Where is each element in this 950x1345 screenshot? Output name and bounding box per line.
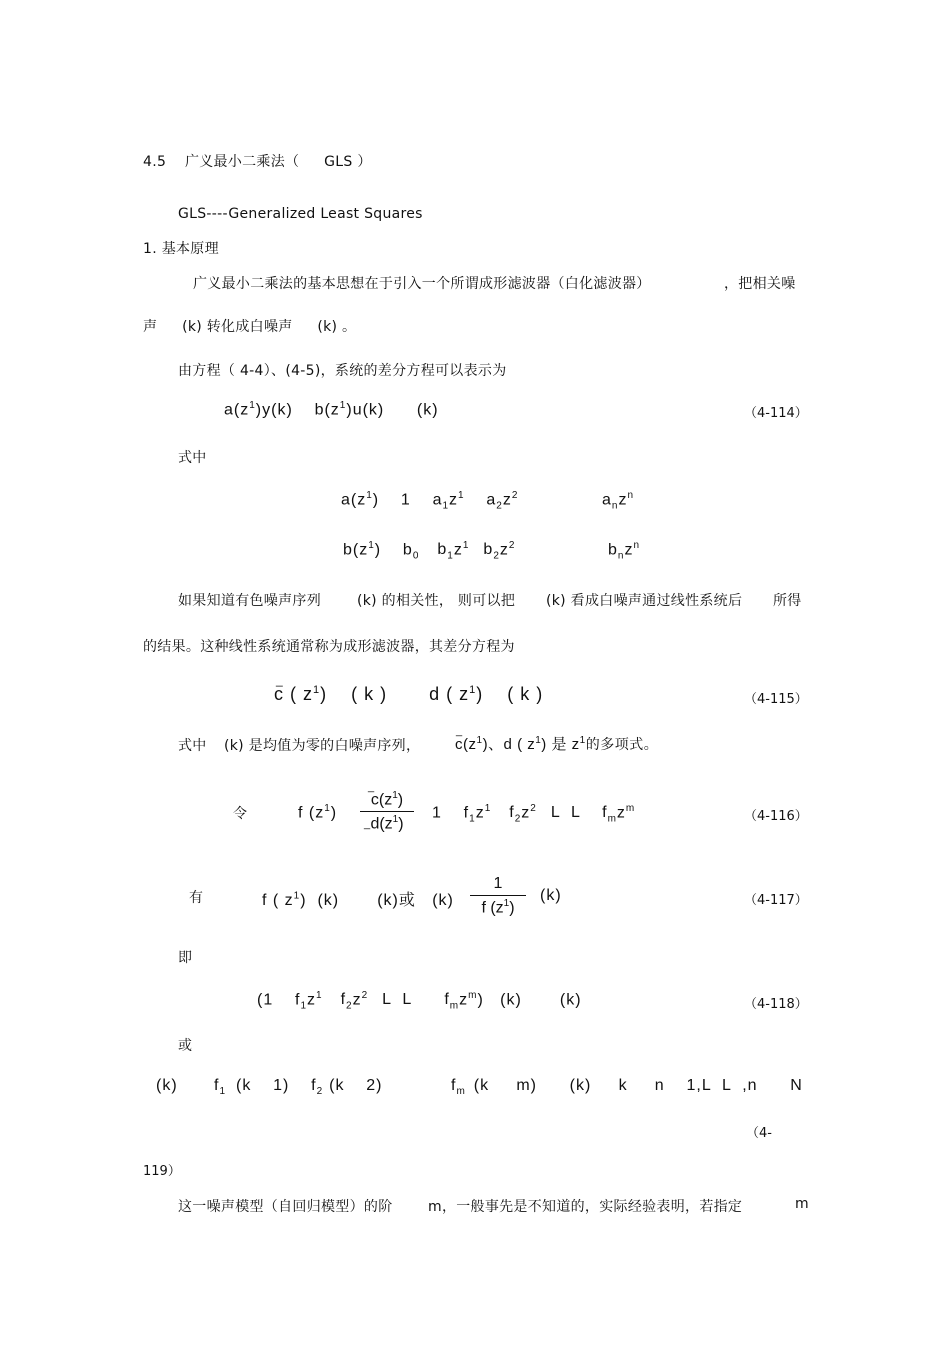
eq116-num-sup: 1 [392, 790, 398, 801]
where2-d: )、d ( z [482, 736, 536, 753]
eq114-sup1: 1 [249, 400, 256, 411]
section-title: 广义最小二乘法（ [184, 154, 300, 170]
poly-a-p6: a [602, 491, 612, 509]
poly-b-sup2: 1 [462, 540, 470, 551]
para4-b: m，一般事先是不知道的，实际经验表明，若指定 [428, 1199, 743, 1215]
eq117-den: f (z [481, 899, 504, 917]
para3-c: (k) 看成白噪声通过线性系统后 [546, 593, 743, 609]
where2-math [455, 733, 658, 754]
where2-f: 的多项式。 [585, 737, 659, 753]
eq118-sup1: 1 [316, 990, 323, 1001]
eq116-sup2: 1 [484, 803, 492, 814]
eq116-rhs1: 1 f [432, 804, 470, 822]
eq116-den2: ) [398, 815, 404, 833]
para1-line1-tail: ，把相关噪 [724, 276, 796, 292]
eq118-sub1: 1 [300, 1000, 308, 1012]
where2-sup1: 1 [476, 735, 483, 746]
eq117-sup1: 1 [293, 890, 301, 902]
eq115-number: （4-115） [744, 692, 808, 707]
eq115-mid: ) ( k ) d ( z [320, 684, 470, 704]
poly-a-p3: z [449, 491, 459, 509]
poly-a-p1: a(z [341, 491, 367, 509]
eq116-rhs3: f [509, 804, 515, 822]
eq116-ling: 令 [233, 806, 248, 822]
eq116-den-overbar: _ [364, 818, 372, 830]
poly-b-p3: b [437, 541, 448, 559]
polynomial-b [343, 540, 515, 562]
section-heading [143, 151, 372, 171]
para4-a: 这一噪声模型（自回归模型）的阶 [178, 1199, 393, 1215]
eq116-rhs5: L L f [550, 804, 608, 822]
polynomial-a [341, 490, 518, 512]
polynomial-b-last [608, 540, 640, 562]
eq119-b: f [214, 1077, 220, 1094]
poly-a-sub1: 1 [442, 500, 450, 512]
eq117-rhs: (k) [540, 887, 562, 904]
para3-line2: 的结果。这种线性系统通常称为成形滤波器，其差分方程为 [143, 639, 515, 655]
para3-a: 如果知道有色噪声序列 [178, 593, 321, 609]
eq117-fraction [470, 875, 526, 917]
eq119-e: f [451, 1077, 457, 1094]
eq119-sub2: 2 [316, 1086, 324, 1098]
eq116-lhs [298, 803, 337, 822]
eq117-lhs [262, 887, 454, 910]
eq118-a: (1 f [257, 991, 301, 1009]
eq114-rhs: )u(k) (k) [346, 401, 439, 419]
eq116-num2: ) [397, 791, 404, 809]
eq117-denominator [470, 898, 526, 917]
eq119-c: (k 1) f [236, 1077, 317, 1094]
eq119-d: (k 2) [329, 1077, 383, 1094]
eq118-sub3: m [449, 1000, 460, 1012]
subtitle: GLS----Generalized Least Squares [178, 206, 423, 222]
eq117-numerator: 1 [493, 875, 503, 892]
para1-line2-a: 声 [143, 319, 158, 335]
eq116-lhs-b: ) [330, 804, 338, 822]
eq119-number-b: 119） [143, 1164, 181, 1179]
eq114-lhs: a(z [224, 401, 250, 419]
eq118-d: z [352, 991, 362, 1009]
eq116-num: c(z [370, 791, 393, 809]
poly-a-sup2: 1 [458, 490, 465, 501]
eq115-sup2: 1 [469, 684, 477, 696]
poly-a-sub2: 2 [496, 500, 503, 512]
eq115-sup1: 1 [313, 684, 321, 696]
poly-b-sup4: n [633, 540, 641, 551]
poly-a-sub3: n [611, 500, 619, 512]
eq118-c: f [340, 991, 347, 1009]
para3-d: 所得 [773, 593, 802, 609]
where2-c: c(z [455, 736, 477, 753]
eq119-a: (k) [156, 1077, 178, 1094]
where2-e: ) 是 z [541, 736, 580, 753]
eq118-number: （4-118） [744, 997, 808, 1012]
huo-label: 或 [178, 1038, 193, 1054]
eq116-rhs6: z [616, 804, 626, 822]
eq116-sub2: 2 [514, 813, 522, 825]
poly-a-p5: z [502, 491, 512, 509]
eq116-sup3: 2 [530, 803, 537, 814]
eq116-number: （4-116） [744, 809, 808, 824]
poly-a-sup3: 2 [511, 490, 519, 501]
heading-basic-principle: 1. 基本原理 [143, 241, 219, 257]
eq114-mid: )y(k) b(z [255, 401, 340, 419]
poly-a-p7: z [618, 491, 628, 509]
ji-label: 即 [178, 950, 193, 966]
poly-b-sub2: 2 [493, 550, 500, 562]
eq119-sub1: 1 [219, 1086, 227, 1098]
eq115-rhs: ) ( k ) [476, 684, 544, 704]
poly-b-p5: b [483, 541, 494, 559]
eq118-sup2: 2 [361, 990, 369, 1001]
where2-overbar: _ [456, 725, 464, 737]
equation-4-115 [274, 684, 543, 705]
eq117-you: 有 [189, 890, 204, 906]
eq116-rhs2: z [475, 804, 485, 822]
section-abbr: GLS [324, 154, 353, 170]
eq116-rhs4: z [521, 804, 531, 822]
poly-b-p8: z [624, 541, 634, 559]
eq117-fraction-bar [470, 895, 526, 896]
eq116-sub3: m [607, 813, 617, 825]
eq114-sup2: 1 [339, 400, 347, 411]
eq118-b: z [307, 991, 317, 1009]
eq116-sup4: m [625, 803, 636, 814]
poly-b-p4: z [453, 541, 463, 559]
eq116-denominator [360, 814, 414, 833]
polynomial-a-last [602, 490, 634, 512]
eq119-sub3: m [456, 1086, 466, 1098]
eq118-e: L L f [382, 991, 450, 1009]
eq116-den-sup: 1 [392, 814, 399, 826]
eq119-f: (k m) (k) k n 1,L L ,n N [473, 1077, 803, 1094]
eq116-sup1: 1 [324, 803, 331, 814]
where2-sup3: 1 [579, 735, 586, 746]
eq116-fraction-bar [360, 811, 414, 812]
eq117-mid: ) (k) (k)或 (k) [300, 892, 454, 909]
equation-4-114 [224, 400, 439, 419]
eq116-fraction [360, 790, 414, 834]
eq116-sub1: 1 [469, 813, 476, 825]
eq114-number: （4-114） [744, 406, 808, 421]
section-number: 4.5 [143, 154, 167, 170]
where-label-1: 式中 [178, 450, 207, 466]
eq119-mid [214, 1077, 382, 1097]
para4-c: m [795, 1196, 809, 1212]
poly-a-sup4: n [627, 490, 635, 501]
poly-b-p1: b(z [343, 541, 369, 559]
poly-b-p6: z [499, 541, 509, 559]
eq115-overbar: _ [276, 673, 284, 687]
poly-a-sup1: 1 [366, 490, 373, 501]
eq116-numerator [360, 790, 414, 809]
poly-b-sub1: 1 [447, 550, 454, 562]
eq119-rhs [451, 1077, 803, 1097]
poly-b-sub0: 0 [412, 550, 420, 562]
eq117-den-sup: 1 [503, 898, 510, 909]
poly-b-p2: ) b [374, 541, 413, 559]
where2-b: (k) 是均值为零的白噪声序列， [224, 738, 421, 754]
poly-a-p4: a [464, 491, 497, 509]
eq116-num-overbar: _ [368, 781, 376, 793]
eq116-rhs [432, 803, 635, 825]
eq116-lhs-a: f (z [298, 804, 325, 822]
para1-line1: 广义最小二乘法的基本思想在于引入一个所谓成形滤波器（白化滤波器） [193, 276, 651, 292]
eq118-f: z [459, 991, 469, 1009]
para1-line2-c: (k) 。 [317, 319, 357, 335]
eq118-sub2: 2 [346, 1000, 353, 1012]
eq119-number-a: （4- [746, 1126, 772, 1141]
para1-line2 [143, 316, 356, 336]
eq118-g: ) (k) (k) [477, 991, 582, 1009]
equation-4-118 [257, 990, 582, 1012]
eq117-number: （4-117） [744, 893, 808, 908]
poly-b-p7: b [608, 541, 618, 559]
poly-b-sup3: 2 [508, 540, 516, 551]
eq115-lhs: c ( z [274, 684, 313, 704]
poly-a-p2: ) 1 a [372, 491, 443, 509]
eq117-lhs-a: f ( z [262, 892, 294, 909]
para1-line2-b: (k) 转化成白噪声 [182, 319, 293, 335]
para3-b: (k) 的相关性， 则可以把 [357, 593, 516, 609]
poly-b-sub3: n [617, 550, 625, 562]
para2: 由方程（ 4-4）、(4-5)，系统的差分方程可以表示为 [178, 363, 507, 379]
where2-a: 式中 [178, 738, 207, 754]
eq118-sup3: m [468, 990, 478, 1001]
eq117-den2: ) [509, 899, 515, 917]
where2-sup2: 1 [535, 735, 542, 746]
section-close: ） [357, 154, 372, 170]
eq116-den: d(z [370, 815, 393, 833]
poly-b-sup1: 1 [368, 540, 375, 551]
